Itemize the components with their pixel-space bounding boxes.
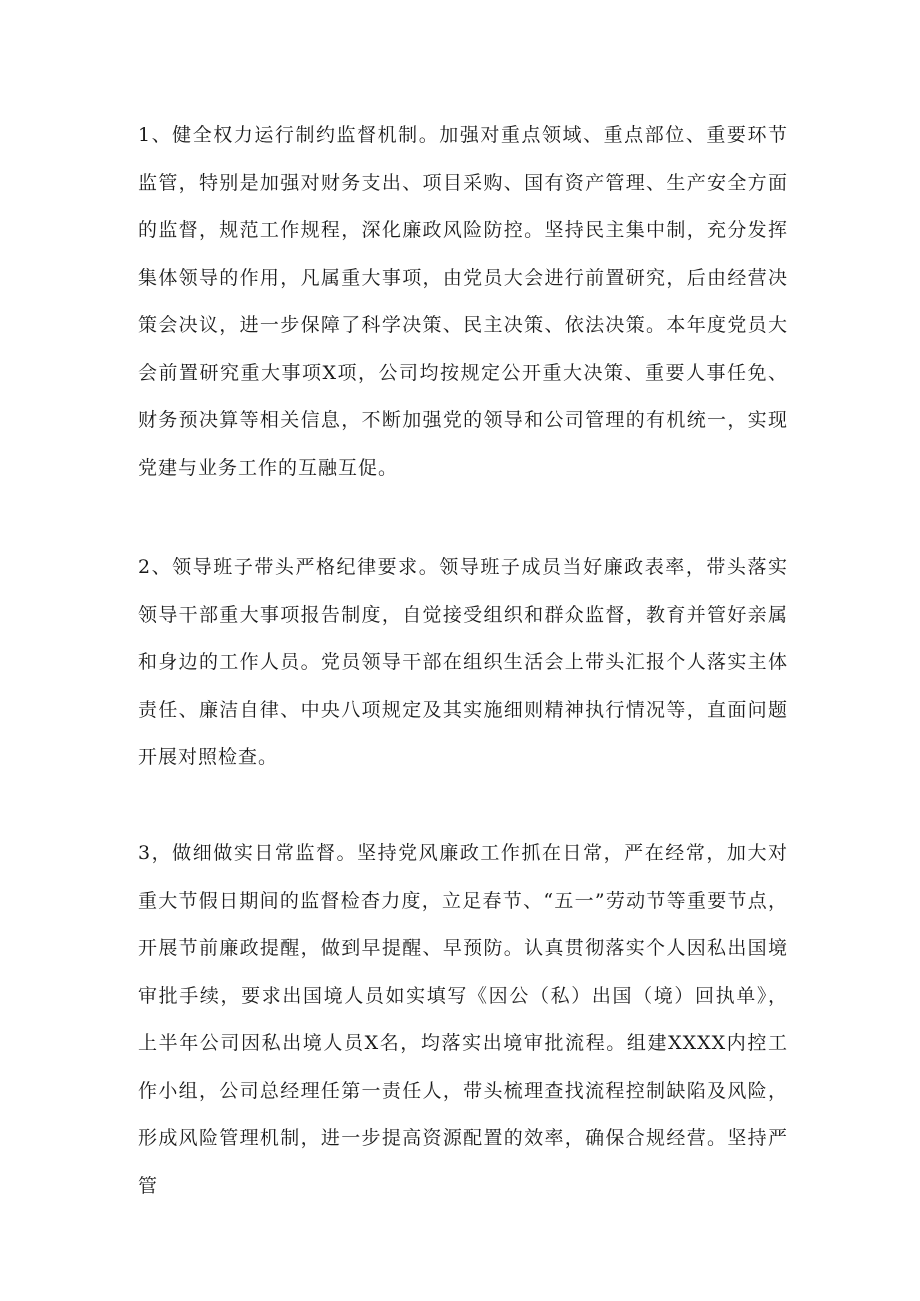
paragraph-1: 1、健全权力运行制约监督机制。加强对重点领域、重点部位、重要环节监管，特别是加强对财务支出、项目采购、国有资产管理、生产安全方面的监督，规范工作规程，深化廉政风险防控。坚持民主集中制，充分发挥集体领导的作用，凡属重大事项，由党员大会进行前置研究，后由经营决策会决议，进一步保障了科学决策、民主决策、依法决策。本年度党员大会前置研究重大事项X项，公司均按规定公开重大决策、重要人事任免、财务预决算等相关信息，不断加强党的领导和公司管理的有机统一，实现党建与业务工作的互融互促。 — [138, 124, 788, 479]
paragraph-3: 3，做细做实日常监督。坚持党风廉政工作抓在日常，严在经常，加大对重大节假日期间的监督检杳力度，立足春节、“五一”劳动节等重要节点，开展节前廉政提醒，做到早提醒、早预防。认真贯彻落实个人因私出国境审批手续，要求出国境人员如实填写《因公（私）出国（境）回执单》，上半年公司因私出境人员X名，均落实出境审批流程。组建XXXX内控工作小组，公司总经理任第一责任人，带头梳理查找流程控制缺陷及风险，形成风险管理机制，进一步提高资源配置的效率，确保合规经营。坚持严管 — [138, 842, 788, 1197]
paragraph-2: 2、领导班子带头严格纪律要求。领导班子成员当好廉政表率，带头落实领导干部重大事项报告制度，自觉接受组织和群众监督，教育并管好亲属和身边的工作人员。党员领导干部在组织生活会上带头汇报个人落实主体责任、廉洁自律、中央八项规定及其实施细则精神执行情况等，直面问题开展对照检查。 — [138, 556, 788, 768]
